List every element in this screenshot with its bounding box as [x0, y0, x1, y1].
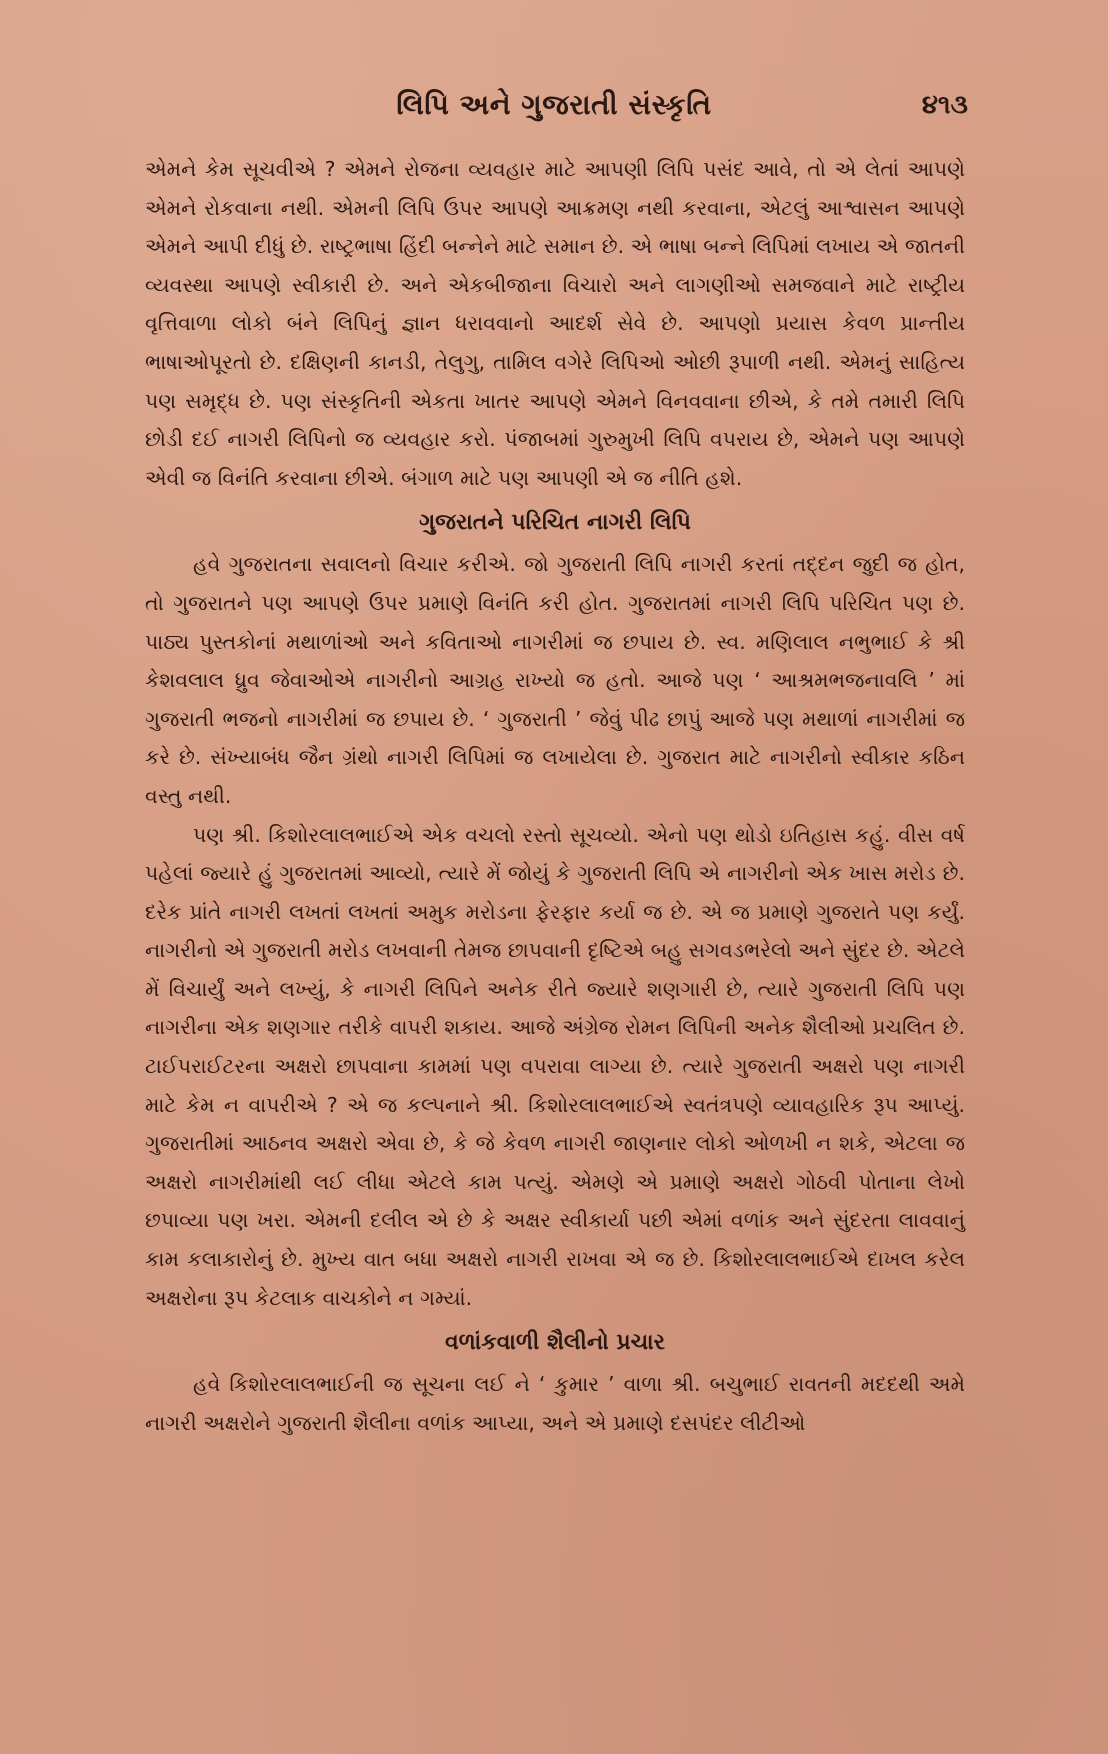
section-heading-1: ગુજરાતને પરિચિત નાગરી લિપિ — [419, 510, 691, 536]
page-number: ૪૧૩ — [921, 90, 968, 120]
section-heading-2: વળાંકવાળી શૈલીનો પ્રચાર — [444, 1330, 666, 1356]
paragraph-2: હવે ગુજરાતના સવાલનો વિચાર કરીએ. જો ગુજરાતી લિપિ નાગરી કરતાં તદ્દન જુદી જ હોત, તો ગુજરાતને પણ આપણે ઉપર પ્રમાણે વિનંતિ કરી હોત. ગુજરાતમાં નાગરી લિપિ પરિચિત પણ છે. પાઠ્ય પુસ્તકોનાં મથાળાંઓ અને કવિતાઓ નાગરીમાં જ છપાય છે. સ્વ. મણિલાલ નભુભાઈ કે શ્રી કેશવલાલ ધ્રુવ જેવાઓએ નાગરીનો આગ્રહ રાખ્યો જ હતો. આજે પણ ‘ આશ્રમભજનાવલિ ’ માં ગુજરાતી ભજનો નાગરીમાં જ છપાય છે. ‘ ગુજરાતી ’ જેવું પીઢ છાપું આજે પણ મથાળાં નાગરીમાં જ કરે છે. સંખ્યાબંધ જૈન ગ્રંથો નાગરી લિપિમાં જ લખાયેલા છે. ગુજરાત માટે નાગરીનો સ્વીકાર કઠિન વસ્તુ નથી. — [145, 552, 965, 808]
paragraph-1: એમને કેમ સૂચવીએ ? એમને રોજના વ્યવહાર માટે આપણી લિપિ પસંદ આવે, તો એ લેતાં આપણે એમને રોકવાના નથી. એમની લિપિ ઉપર આપણે આક્રમણ નથી કરવાના, એટલું આશ્વાસન આપણે એમને આપી દીધું છે. રાષ્ટ્રભાષા હિંદી બન્નેને માટે સમાન છે. એ ભાષા બન્ને લિપિમાં લખાય એ જાતની વ્યવસ્થા આપણે સ્વીકારી છે. અને એકબીજાના વિચારો અને લાગણીઓ સમજવાને માટે રાષ્ટ્રીય વૃત્તિવાળા લોકો બંને લિપિનું જ્ઞાન ધરાવવાનો આદર્શ સેવે છે. આપણો પ્રયાસ કેવળ પ્રાન્તીય ભાષાઓપૂરતો છે. દક્ષિણની કાનડી, તેલુગુ, તામિલ વગેરે લિપિઓ ઓછી રૂપાળી નથી. એમનું સાહિત્ય પણ સમૃદ્ધ છે. પણ સંસ્કૃતિની એકતા ખાતર આપણે એમને વિનવવાના છીએ, કે તમે તમારી લિપિ છોડી દઈ નાગરી લિપિનો જ વ્યવહાર કરો. પંજાબમાં ગુરુમુખી લિપિ વપરાય છે, એમને પણ આપણે એવી જ વિનંતિ કરવાના છીએ. બંગાળ માટે પણ આપણી એ જ નીતિ હશે. — [145, 157, 965, 490]
page-header — [0, 78, 1108, 138]
paragraph-3: પણ શ્રી. કિશોરલાલભાઈએ એક વચલો રસ્તો સૂચવ્યો. એનો પણ થોડો ઇતિહાસ કહું. વીસ વર્ષ પહેલાં જ્યારે હું ગુજરાતમાં આવ્યો, ત્યારે મેં જોયું કે ગુજરાતી લિપિ એ નાગરીનો એક ખાસ મરોડ છે. દરેક પ્રાંતે નાગરી લખતાં લખતાં અમુક મરોડના ફેરફાર કર્યા જ છે. એ જ પ્રમાણે ગુજરાતે પણ કર્યું. નાગરીનો એ ગુજરાતી મરોડ લખવાની તેમજ છાપવાની દૃષ્ટિએ બહુ સગવડભરેલો અને સુંદર છે. એટલે મેં વિચાર્યું અને લખ્યું, કે નાગરી લિપિને અનેક રીતે જ્યારે શણગારી છે, ત્યારે ગુજરાતી લિપિ પણ નાગરીના એક શણગાર તરીકે વાપરી શકાય. આજે અંગ્રેજ રોમન લિપિની અનેક શૈલીઓ પ્રચલિત છે. ટાઈપરાઈટરના અક્ષરો છાપવાના કામમાં પણ વપરાવા લાગ્યા છે. ત્યારે ગુજરાતી અક્ષરો પણ નાગરી માટે કેમ ન વાપરીએ ? એ જ કલ્પનાને શ્રી. કિશોરલાલભાઈએ સ્વતંત્રપણે વ્યાવહારિક રૂપ આપ્યું. ગુજરાતીમાં આઠનવ અક્ષરો એવા છે, કે જે કેવળ નાગરી જાણનાર લોકો ઓળખી ન શકે, એટલા જ અક્ષરો નાગરીમાંથી લઈ લીધા એટલે કામ પત્યું. એમણે એ પ્રમાણે અક્ષરો ગોઠવી પોતાના લેખો છપાવ્યા પણ ખરા. એમની દલીલ એ છે કે અક્ષર સ્વીકાર્યા પછી એમાં વળાંક અને સુંદરતા લાવવાનું કામ કલાકારોનું છે. મુખ્ય વાત બધા અક્ષરો નાગરી રાખવા એ જ છે. કિશોરલાલભાઈએ દાખલ કરેલ અક્ષરોના રૂપ કેટલાક વાચકોને ન ગમ્યાં. — [145, 822, 965, 1310]
paragraph-4: હવે કિશોરલાલભાઈની જ સૂચના લઈ ને ‘ કુમાર ’ વાળા શ્રી. બચુભાઈ રાવતની મદદથી અમે નાગરી અક્ષરોને ગુજરાતી શૈલીના વળાંક આપ્યા, અને એ પ્રમાણે દસપંદર લીટીઓ — [145, 1372, 965, 1435]
page-body — [145, 150, 965, 1442]
running-title: લિપિ અને ગુજરાતી સંસ્કૃતિ — [396, 88, 712, 121]
